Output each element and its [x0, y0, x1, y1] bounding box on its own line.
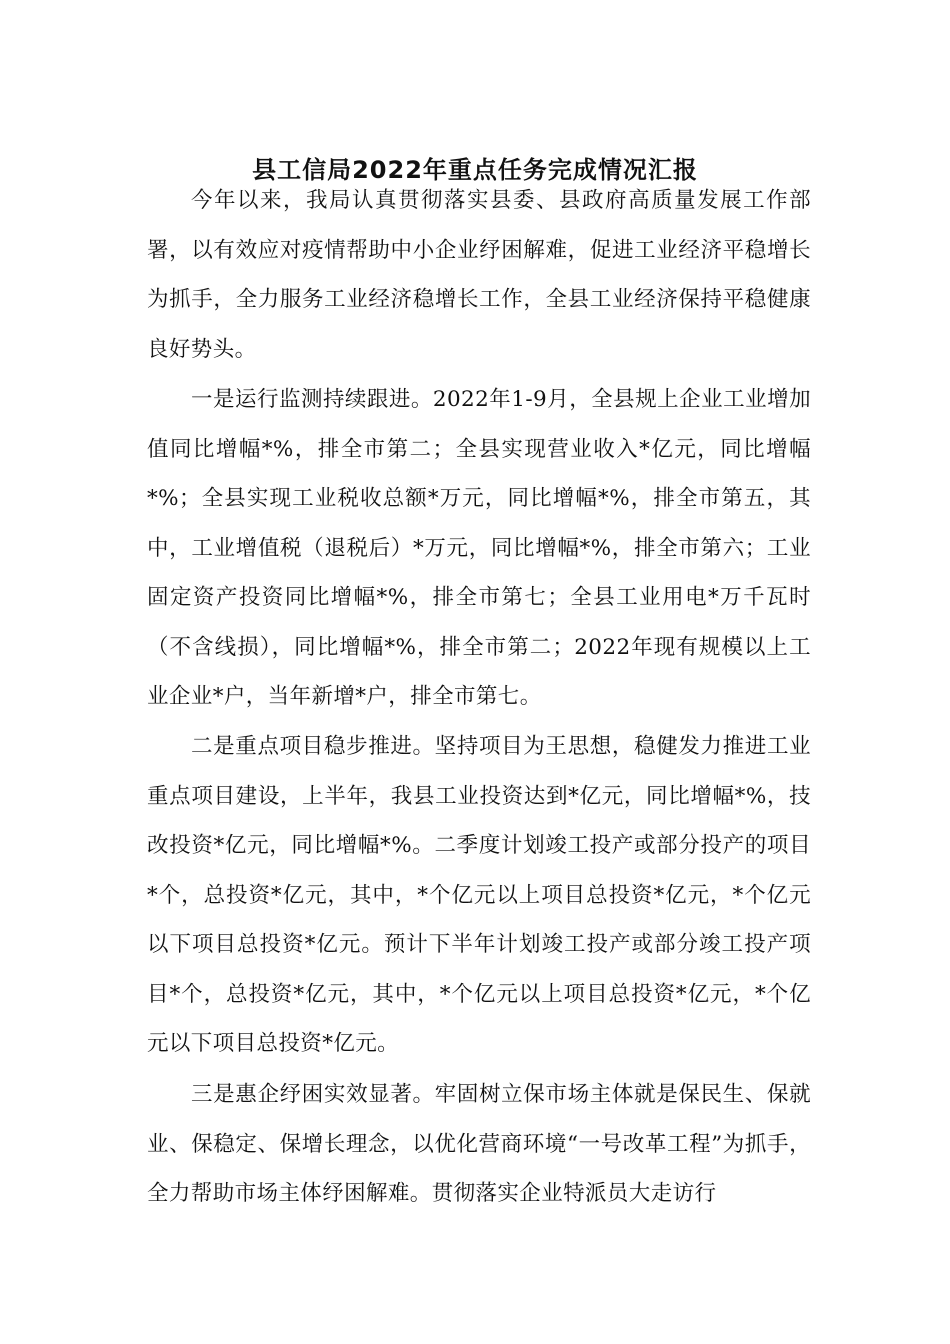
document-title: 县工信局2022年重点任务完成情况汇报	[252, 156, 698, 185]
paragraph-key-projects: 二是重点项目稳步推进。坚持项目为王思想，稳健发力推进工业重点项目建设，上半年，我县工业投资达到*亿元，同比增幅*%，技改投资*亿元，同比增幅*%。二季度计划竣工投产或部分投产的项目*个，总投资*亿元，其中，*个亿元以上项目总投资*亿元，*个亿元以下项目总投资*亿元。预计下半年计划竣工投产或部分竣工投产项目*个，总投资*亿元，其中，*个亿元以上项目总投资*亿元，*个亿元以下项目总投资*亿元。	[147, 734, 811, 1056]
paragraph-intro: 今年以来，我局认真贯彻落实县委、县政府高质量发展工作部署，以有效应对疫情帮助中小企业纾困解难，促进工业经济平稳增长为抓手，全力服务工业经济稳增长工作，全县工业经济保持平稳健康良好势头。	[147, 188, 811, 362]
paragraph-enterprise-relief: 三是惠企纾困实效显著。牢固树立保市场主体就是保民生、保就业、保稳定、保增长理念，以优化营商环境“一号改革工程”为抓手，全力帮助市场主体纾困解难。贯彻落实企业特派员大走访行	[147, 1082, 811, 1206]
paragraph-operation-monitoring: 一是运行监测持续跟进。2022年1-9月，全县规上企业工业增加值同比增幅*%，排全市第二；全县实现营业收入*亿元，同比增幅*%；全县实现工业税收总额*万元，同比增幅*%，排全市第五，其中，工业增值税（退税后）*万元，同比增幅*%，排全市第六；工业固定资产投资同比增幅*%，排全市第七；全县工业用电*万千瓦时（不含线损），同比增幅*%，排全市第二；2022年现有规模以上工业企业*户，当年新增*户，排全市第七。	[147, 387, 811, 709]
